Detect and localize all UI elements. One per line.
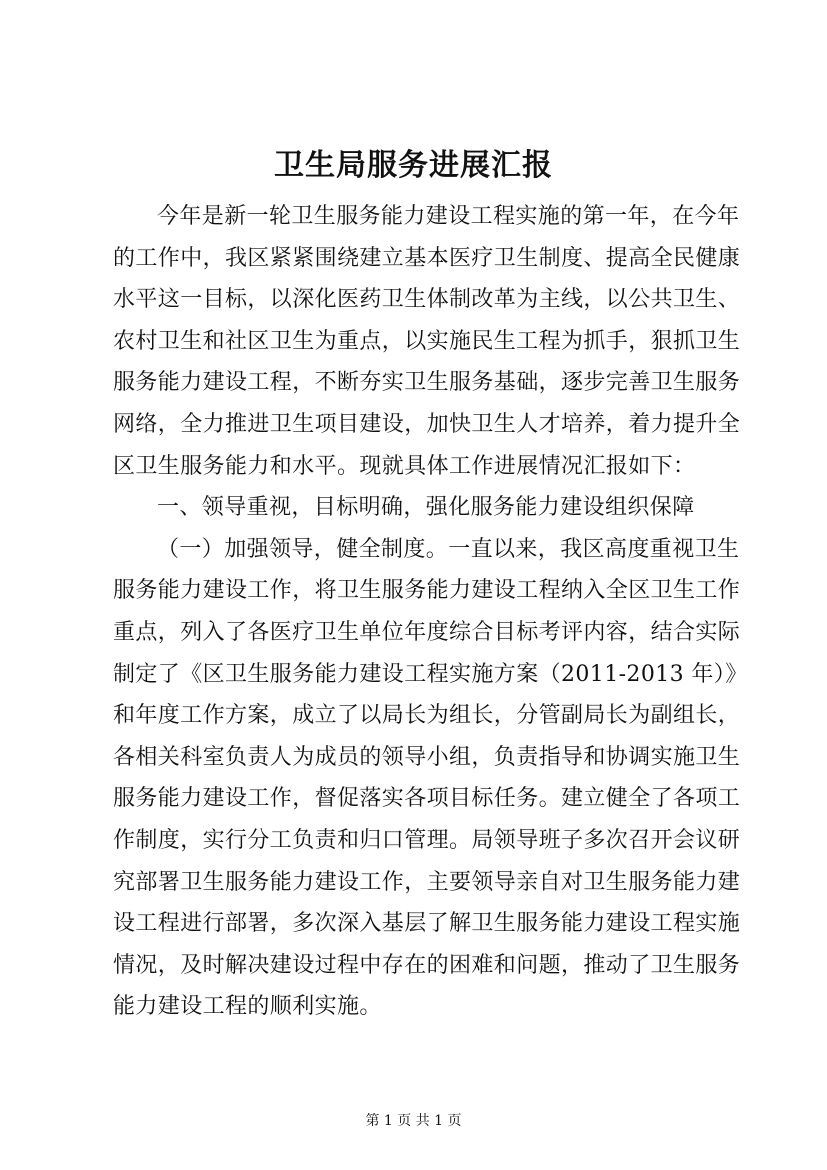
paragraph-line: 情况，及时解决建设过程中存在的困难和问题，推动了卫生服务 — [113, 952, 741, 978]
paragraph-line: 和年度工作方案，成立了以局长为组长，分管副局长为副组长， — [113, 703, 741, 729]
paragraph-line: 制定了《区卫生服务能力建设工程实施方案（2011-2013 年）》 — [113, 661, 748, 687]
document-body — [113, 196, 748, 1028]
paragraph-line: 作制度，实行分工负责和归口管理。局领导班子多次召开会议研 — [113, 827, 741, 853]
document-title: 卫生局服务进展汇报 — [274, 148, 553, 183]
paragraph-line: 区卫生服务能力和水平。现就具体工作进展情况汇报如下： — [113, 453, 696, 479]
paragraph-line: 的工作中，我区紧紧围绕建立基本医疗卫生制度、提高全民健康 — [113, 245, 741, 271]
paragraph-line: 服务能力建设工作，将卫生服务能力建设工程纳入全区卫生工作 — [113, 578, 741, 604]
paragraph-line: 今年是新一轮卫生服务能力建设工程实施的第一年，在今年 — [157, 204, 740, 229]
section-heading: 一、领导重视，目标明确，强化服务能力建设组织保障 — [157, 495, 695, 521]
paragraph-line: 究部署卫生服务能力建设工作，主要领导亲自对卫生服务能力建 — [113, 869, 741, 895]
paragraph-line: 网络，全力推进卫生项目建设，加快卫生人才培养，着力提升全 — [113, 411, 741, 437]
paragraph-line: （一）加强领导，健全制度。一直以来，我区高度重视卫生 — [157, 536, 740, 562]
paragraph-line: 农村卫生和社区卫生为重点，以实施民生工程为抓手，狠抓卫生 — [113, 328, 741, 354]
paragraph-line: 设工程进行部署，多次深入基层了解卫生服务能力建设工程实施 — [113, 911, 741, 937]
paragraph-line: 能力建设工程的顺利实施。 — [113, 994, 382, 1020]
paragraph-line: 服务能力建设工程，不断夯实卫生服务基础，逐步完善卫生服务 — [113, 370, 741, 396]
paragraph-line: 各相关科室负责人为成员的领导小组，负责指导和协调实施卫生 — [113, 744, 741, 770]
paragraph-line: 水平这一目标，以深化医药卫生体制改革为主线，以公共卫生、 — [113, 287, 741, 313]
paragraph-line: 重点，列入了各医疗卫生单位年度综合目标考评内容，结合实际 — [113, 619, 741, 645]
paragraph-line: 服务能力建设工作，督促落实各项目标任务。建立健全了各项工 — [113, 786, 741, 812]
page-footer: 第 1 页 共 1 页 — [365, 1113, 462, 1129]
